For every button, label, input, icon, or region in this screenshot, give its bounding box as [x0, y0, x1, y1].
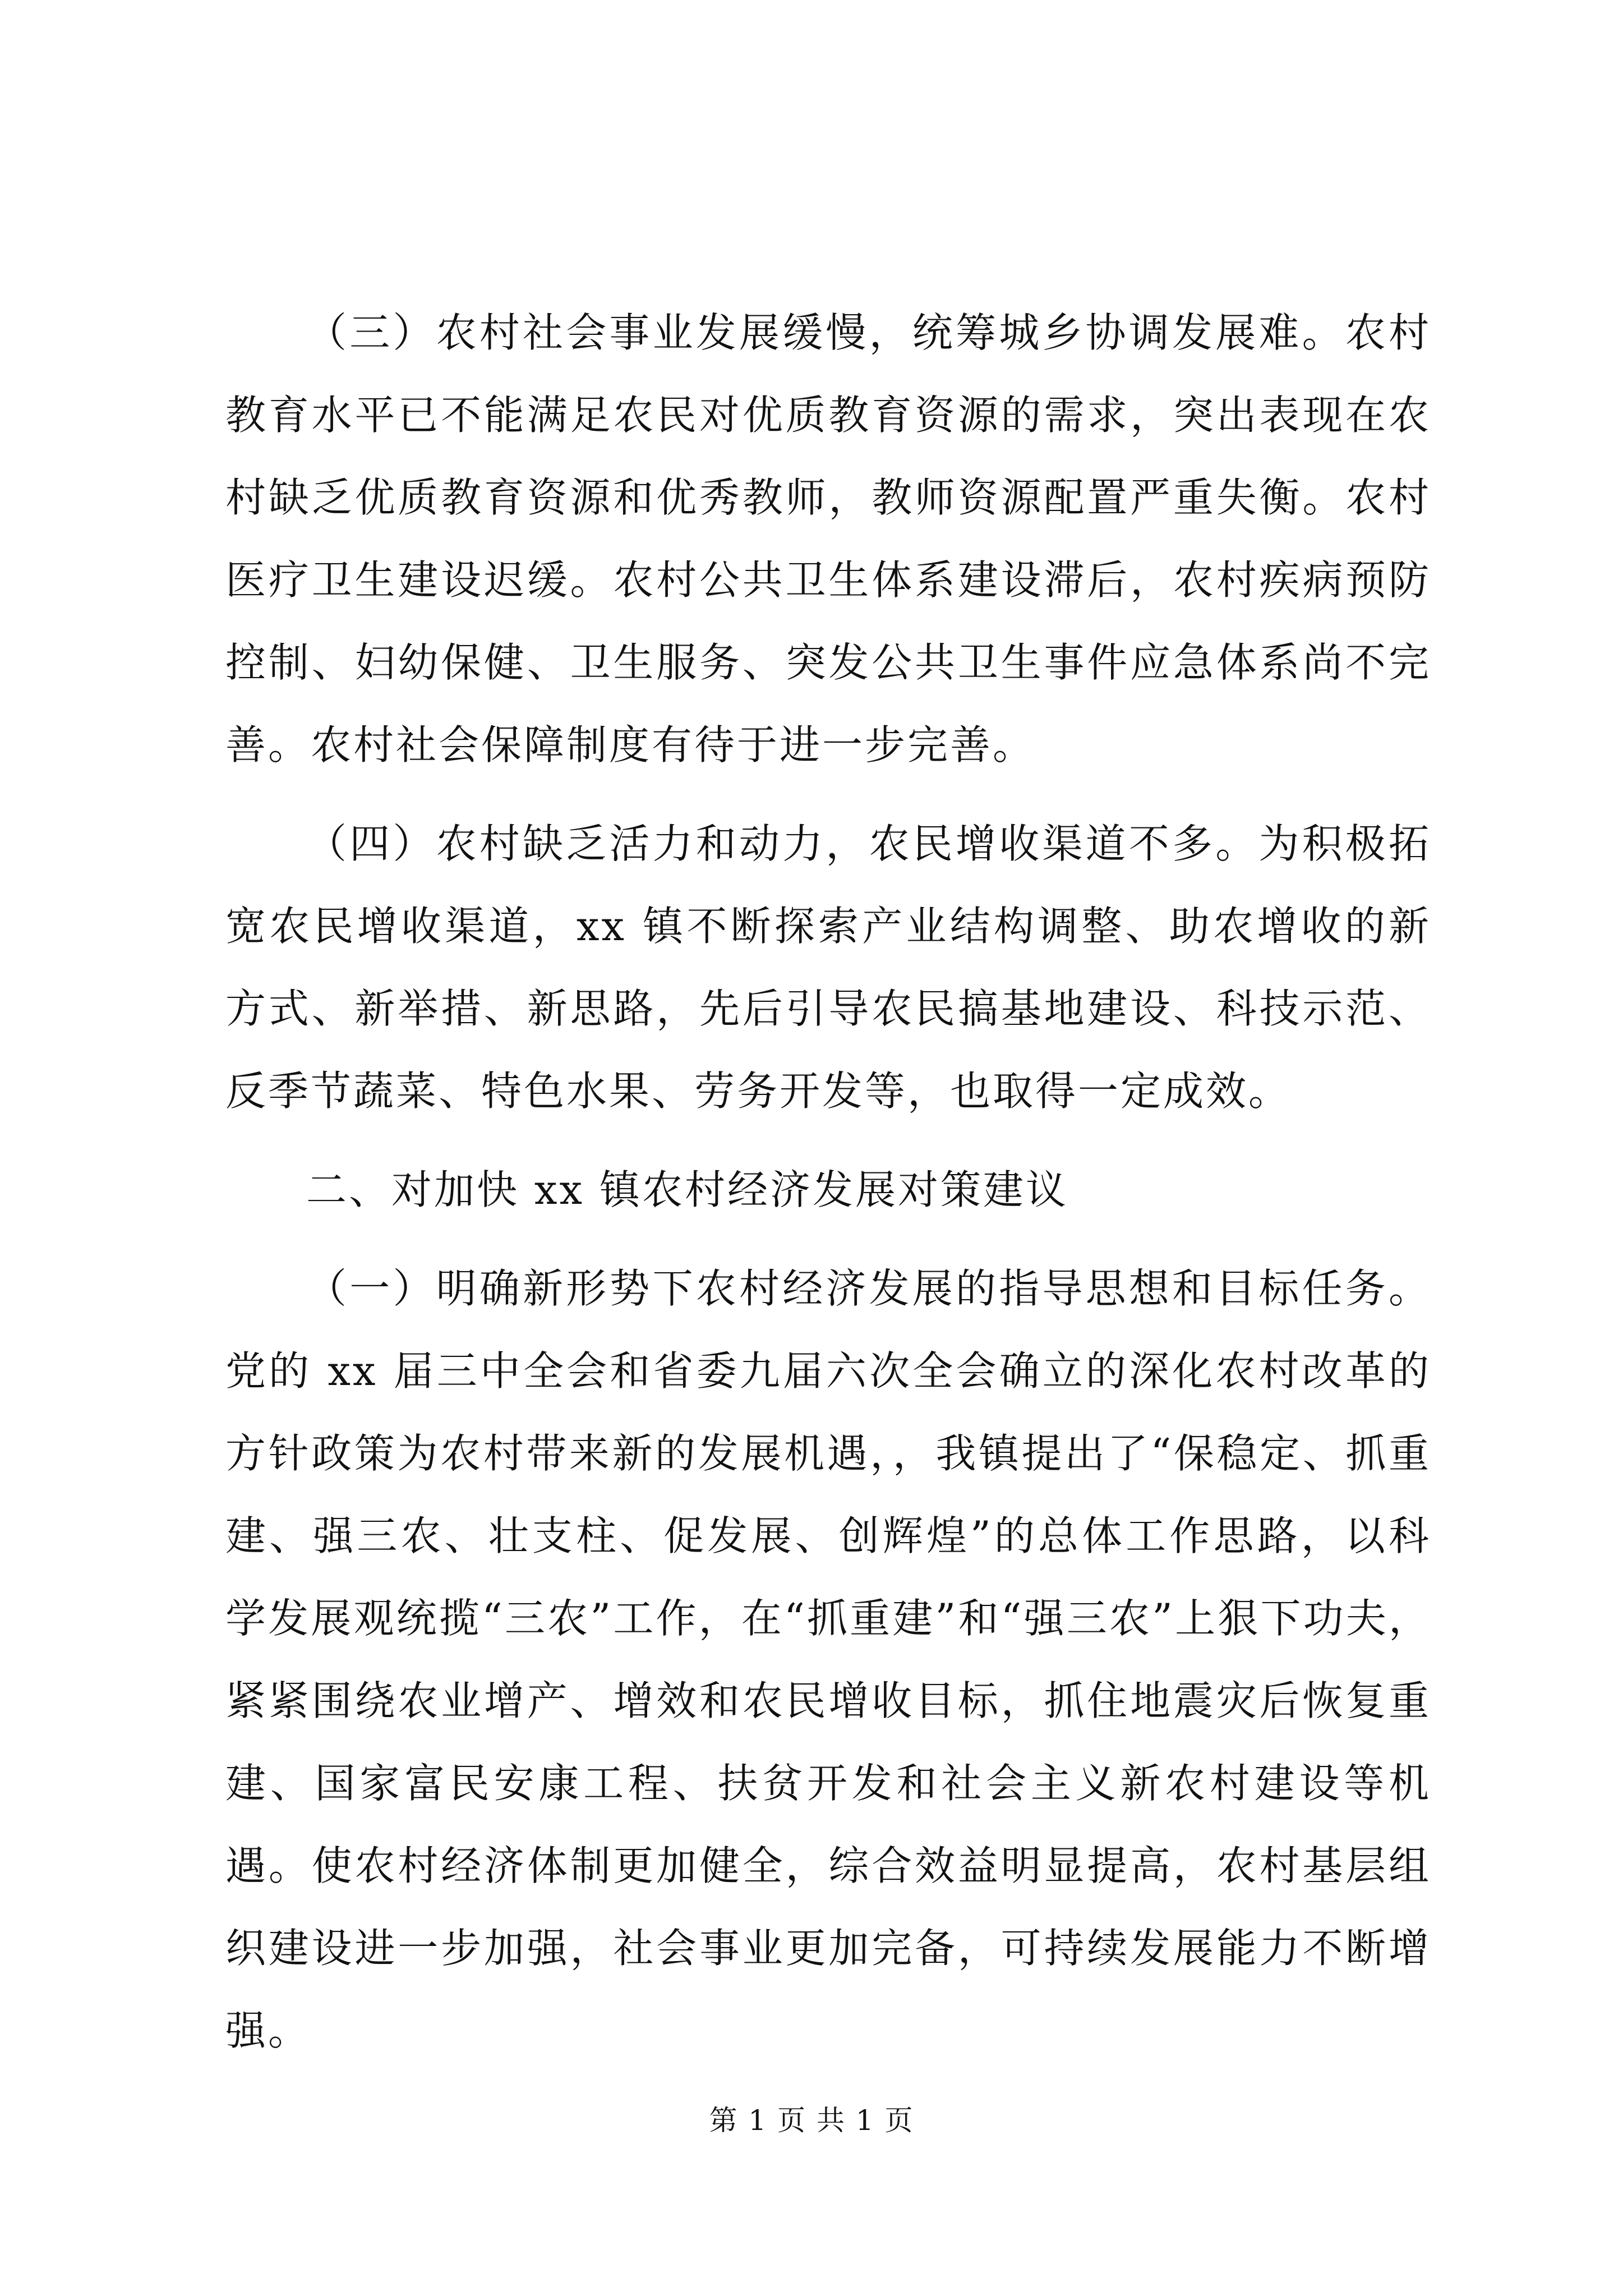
paragraph-rural-vitality: （四）农村缺乏活力和动力，农民增收渠道不多。为积极拓宽农民增收渠道，xx 镇不断探索产业结构调整、助农增收的新方式、新举措、新思路，先后引导农民搞基地建设、科技示范、反季节蔬菜、特色水果、劳务开发等，也取得一定成效。	[225, 820, 1431, 1115]
paragraph-guiding-ideology: （一）明确新形势下农村经济发展的指导思想和目标任务。党的 xx 届三中全会和省委九届六次全会确立的深化农村改革的方针政策为农村带来新的发展机遇，，我镇提出了“保稳定、抓重建、强三农、壮支柱、促发展、创辉煌”的总体工作思路，以科学发展观统揽“三农”工作，在“抓重建”和“强三农”上狠下功夫，紧紧围绕农业增产、增效和农民增收目标，抓住地震灾后恢复重建、国家富民安康工程、扶贫开发和社会主义新农村建设等机遇。使农村经济体制更加健全，综合效益明显提高，农村基层组织建设进一步加强，社会事业更加完备，可持续发展能力不断增强。	[225, 1265, 1431, 2054]
paragraph-rural-social-affairs: （三）农村社会事业发展缓慢，统筹城乡协调发展难。农村教育水平已不能满足农民对优质教育资源的需求，突出表现在农村缺乏优质教育资源和优秀教师，教师资源配置严重失衡。农村医疗卫生建设迟缓。农村公共卫生体系建设滞后，农村疾病预防控制、妇幼保健、卫生服务、突发公共卫生事件应急体系尚不完善。农村社会保障制度有待于进一步完善。	[225, 309, 1431, 769]
page-number-footer: 第 1 页 共 1 页	[709, 2104, 914, 2137]
document-body	[225, 292, 1431, 2072]
section-heading-recommendations: 二、对加快 xx 镇农村经济发展对策建议	[306, 1166, 1068, 1213]
